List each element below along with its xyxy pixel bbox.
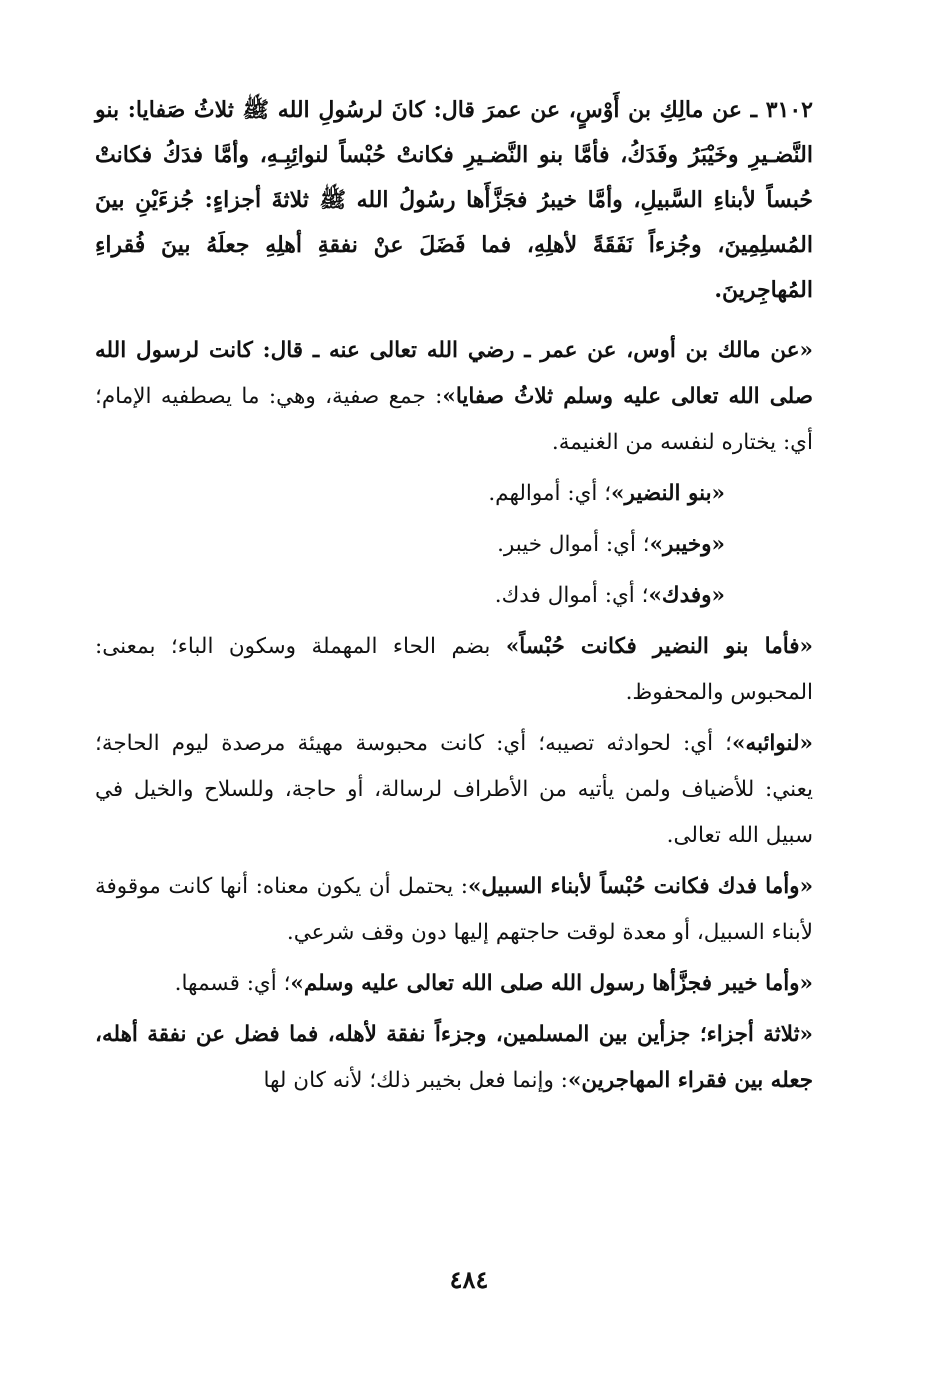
commentary-quote: «ثلاثة أجزاء؛ جزأين بين المسلمين، وجزءاً نفقة لأهله، فما فضل عن نفقة أهله، جعله بين فقراء المهاجرين» (95, 1022, 813, 1093)
commentary-quote: «وأما خيبر فجزَّأها رسول الله صلى الله تعالى عليه وسلم» (290, 971, 813, 996)
commentary-quote: «بنو النضير» (611, 481, 725, 506)
commentary-explanation: ؛ أي: أموال فدك. (494, 583, 649, 608)
commentary-quote: «عن مالك بن أوس، عن عمر ـ رضي الله تعالى عنه ـ قال: كانت لرسول الله صلى الله تعالى عليه وسلم ثلاثُ صفايا» (95, 338, 813, 409)
commentary-paragraph-9 (95, 1012, 813, 1104)
commentary-explanation: ؛ أي: أموالهم. (488, 481, 612, 506)
commentary-paragraph-5 (95, 624, 813, 716)
commentary-quote: «وفدك» (648, 583, 725, 608)
commentary-paragraph-1 (95, 328, 813, 466)
commentary-explanation: ؛ أي: لحوادثه تصيبه؛ أي: كانت محبوسة مهيئة مرصدة ليوم الحاجة؛ يعني: للأضياف ولمن يأتيه من الأطراف لرسالة، أو حاجة، وللسلاح والخيل في سبيل الله تعالى. (95, 731, 813, 848)
commentary-quote: «فأما بنو النضير فكانت حُبْساً» (505, 634, 813, 659)
commentary-paragraph-7 (95, 864, 813, 956)
hadith-text: ٣١٠٢ ـ عن مالِكِ بن أَوْسٍ، عن عمرَ قال: كانَ لرسُولِ الله ﷺ ثلاثُ صَفايا: بنو النَّضـيرِ وخَيْبَرُ وفَدَكُ، فأمَّا بنو النَّضـيرِ فكانتْ حُبْساً لنوائِبِـهِ، وأمَّا فدَكُ فكانتْ حُبساً لأبناءِ السَّبيلِ، وأمَّا خيبرُ فجَزَّأَها رسُولُ الله ﷺ ثلاثةَ أجزاءٍ: جُزءَيْنِ بينَ المُسلِمِينَ، وجُزءاً نَفَقَةً لأهلِهِ، فما فَضَلَ عنْ نفقةِ أهلِهِ جعلَهُ بينَ فُقراءِ المُهاجِرينَ. (95, 97, 813, 303)
page-body (95, 88, 813, 1104)
commentary-explanation: ؛ أي: أموال خيبر. (497, 532, 650, 557)
commentary-paragraph-6 (95, 721, 813, 859)
commentary-paragraph-3 (95, 522, 813, 568)
commentary-explanation: بضم الحاء المهملة وسكون الباء؛ بمعنى: المحبوس والمحفوظ. (95, 634, 813, 705)
commentary-quote: «وخيبر» (649, 532, 725, 557)
commentary-paragraph-8 (95, 961, 813, 1007)
commentary-quote: «لنوائبه» (732, 731, 813, 756)
commentary-paragraph-2 (95, 471, 813, 517)
commentary-paragraph-4 (95, 573, 813, 619)
commentary-explanation: : جمع صفية، وهي: ما يصطفيه الإمام؛ أي: يختاره لنفسه من الغنيمة. (95, 384, 813, 455)
page-number: ٤٨٤ (449, 1265, 489, 1294)
commentary-explanation: ؛ أي: قسمها. (174, 971, 291, 996)
commentary-explanation: : يحتمل أن يكون معناه: أنها كانت موقوفة لأبناء السبيل، أو معدة لوقت حاجتهم إليها دون وقف شرعي. (95, 874, 813, 945)
commentary-quote: «وأما فدك فكانت حُبْساً لأبناء السبيل» (467, 874, 814, 899)
commentary-explanation: : وإنما فعل بخيبر ذلك؛ لأنه كان لها (263, 1068, 568, 1093)
